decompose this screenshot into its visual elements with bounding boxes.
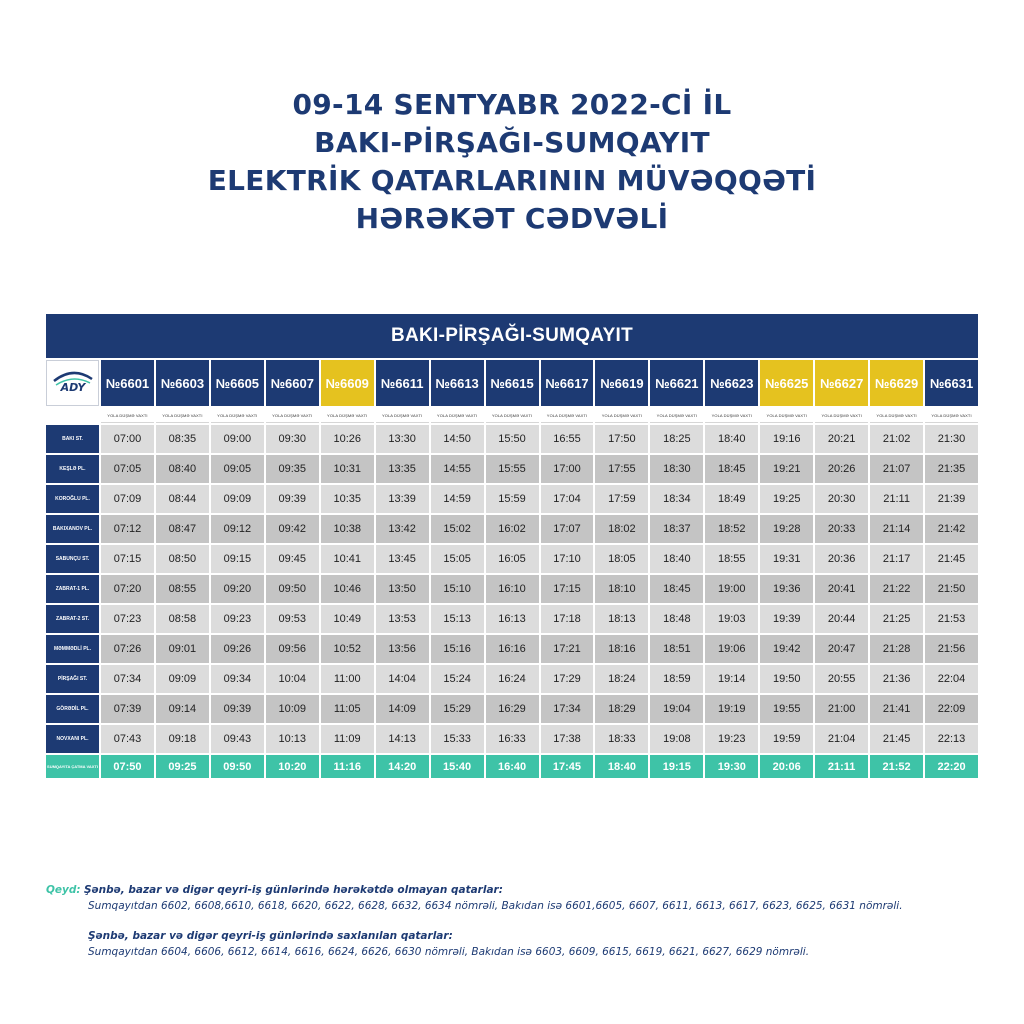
departure-time: 19:04	[650, 695, 703, 723]
departure-time: 10:46	[321, 575, 374, 603]
departure-time: 10:09	[266, 695, 319, 723]
departure-time: 11:09	[321, 725, 374, 753]
train-number: №6619	[595, 360, 648, 406]
departure-label: YOLA DÜŞMƏ VAXTI	[431, 408, 484, 423]
departure-time: 07:15	[101, 545, 154, 573]
departure-label: YOLA DÜŞMƏ VAXTI	[211, 408, 264, 423]
departure-label: YOLA DÜŞMƏ VAXTI	[650, 408, 703, 423]
departure-time: 09:39	[266, 485, 319, 513]
station-name: PİRŞAĞI ST.	[46, 665, 99, 693]
departure-time: 09:15	[211, 545, 264, 573]
ady-logo	[50, 368, 96, 394]
departure-time: 16:05	[486, 545, 539, 573]
train-number: №6603	[156, 360, 209, 406]
departure-time: 14:13	[376, 725, 429, 753]
departure-time: 17:55	[595, 455, 648, 483]
departure-time: 20:30	[815, 485, 868, 513]
title-line-1: 09-14 SENTYABR 2022-Cİ İL	[292, 88, 732, 121]
departure-time: 18:29	[595, 695, 648, 723]
departure-time: 10:49	[321, 605, 374, 633]
arrival-time: 17:45	[541, 755, 594, 778]
departure-time: 19:21	[760, 455, 813, 483]
departure-time: 08:35	[156, 425, 209, 453]
arrival-time: 11:16	[321, 755, 374, 778]
departure-time: 09:09	[156, 665, 209, 693]
departure-time: 10:38	[321, 515, 374, 543]
departure-time: 18:45	[650, 575, 703, 603]
departure-time: 15:13	[431, 605, 484, 633]
departure-time: 11:05	[321, 695, 374, 723]
departure-label: YOLA DÜŞMƏ VAXTI	[266, 408, 319, 423]
departure-time: 21:45	[925, 545, 978, 573]
timetable	[46, 314, 978, 780]
station-name: ZABRAT-1 PL.	[46, 575, 99, 603]
logo-text: ADY	[60, 380, 85, 394]
departure-time: 18:25	[650, 425, 703, 453]
station-name: SABUNÇU ST.	[46, 545, 99, 573]
departure-time: 21:17	[870, 545, 923, 573]
departure-label: YOLA DÜŞMƏ VAXTI	[541, 408, 594, 423]
arrival-time: 14:20	[376, 755, 429, 778]
departure-time: 15:02	[431, 515, 484, 543]
train-number: №6623	[705, 360, 758, 406]
departure-time: 08:40	[156, 455, 209, 483]
departure-time: 08:55	[156, 575, 209, 603]
station-row	[46, 695, 978, 723]
departure-time: 13:56	[376, 635, 429, 663]
departure-time: 21:53	[925, 605, 978, 633]
departure-time: 14:55	[431, 455, 484, 483]
departure-time: 18:33	[595, 725, 648, 753]
departure-time: 08:47	[156, 515, 209, 543]
station-row	[46, 725, 978, 753]
departure-time: 15:29	[431, 695, 484, 723]
arrival-time: 18:40	[595, 755, 648, 778]
departure-time: 16:55	[541, 425, 594, 453]
departure-time: 09:12	[211, 515, 264, 543]
departure-time: 18:34	[650, 485, 703, 513]
departure-label: YOLA DÜŞMƏ VAXTI	[101, 408, 154, 423]
departure-label: YOLA DÜŞMƏ VAXTI	[486, 408, 539, 423]
departure-label: YOLA DÜŞMƏ VAXTI	[595, 408, 648, 423]
station-row	[46, 605, 978, 633]
departure-time: 08:44	[156, 485, 209, 513]
departure-time: 17:10	[541, 545, 594, 573]
departure-time: 09:35	[266, 455, 319, 483]
departure-time: 14:50	[431, 425, 484, 453]
departure-time: 21:45	[870, 725, 923, 753]
departure-time: 20:36	[815, 545, 868, 573]
departure-time: 20:21	[815, 425, 868, 453]
departure-time: 13:35	[376, 455, 429, 483]
departure-time: 18:30	[650, 455, 703, 483]
departure-time: 18:40	[705, 425, 758, 453]
train-number: №6609	[321, 360, 374, 406]
departure-time: 19:50	[760, 665, 813, 693]
departure-time: 20:47	[815, 635, 868, 663]
departure-time: 21:28	[870, 635, 923, 663]
station-name: BAKIXANOV PL.	[46, 515, 99, 543]
departure-time: 16:24	[486, 665, 539, 693]
departure-time: 09:26	[211, 635, 264, 663]
station-name: KEŞLƏ PL.	[46, 455, 99, 483]
departure-time: 17:34	[541, 695, 594, 723]
train-number: №6629	[870, 360, 923, 406]
station-name: MƏMMƏDLİ PL.	[46, 635, 99, 663]
arrival-label: SUMQAYITA ÇATMA VAXTI	[46, 755, 99, 778]
departure-time: 10:26	[321, 425, 374, 453]
departure-time: 18:52	[705, 515, 758, 543]
arrival-time: 19:15	[650, 755, 703, 778]
station-row	[46, 425, 978, 453]
departure-time: 16:13	[486, 605, 539, 633]
departure-time: 16:29	[486, 695, 539, 723]
departure-time: 21:14	[870, 515, 923, 543]
arrival-time: 09:50	[211, 755, 264, 778]
departure-time: 18:10	[595, 575, 648, 603]
station-name: ZABRAT-2 ST.	[46, 605, 99, 633]
departure-time: 19:14	[705, 665, 758, 693]
departure-time: 09:39	[211, 695, 264, 723]
station-name: BAKI ST.	[46, 425, 99, 453]
departure-time: 13:39	[376, 485, 429, 513]
note-text-1: Sumqayıtdan 6602, 6608,6610, 6618, 6620, 6622, 6628, 6632, 6634 nömrəli, Bakıdan isə 6601,6605, 6607, 6611, 6613, 6617, 6623, 6625, 6631 nömrəli.	[88, 900, 903, 912]
departure-time: 17:29	[541, 665, 594, 693]
departure-time: 21:36	[870, 665, 923, 693]
departure-time: 19:42	[760, 635, 813, 663]
departure-time: 16:10	[486, 575, 539, 603]
departure-time: 22:09	[925, 695, 978, 723]
departure-time: 09:45	[266, 545, 319, 573]
departure-time: 10:04	[266, 665, 319, 693]
train-number: №6613	[431, 360, 484, 406]
departure-time: 09:01	[156, 635, 209, 663]
departure-time: 10:52	[321, 635, 374, 663]
departure-time: 22:13	[925, 725, 978, 753]
station-row	[46, 455, 978, 483]
train-number: №6621	[650, 360, 703, 406]
station-row	[46, 665, 978, 693]
departure-time: 17:04	[541, 485, 594, 513]
departure-time: 15:33	[431, 725, 484, 753]
departure-time: 21:39	[925, 485, 978, 513]
departure-time: 14:59	[431, 485, 484, 513]
train-number-row	[46, 360, 978, 406]
departure-time: 19:00	[705, 575, 758, 603]
arrival-time: 20:06	[760, 755, 813, 778]
departure-time: 17:18	[541, 605, 594, 633]
departure-time: 20:55	[815, 665, 868, 693]
departure-time: 21:30	[925, 425, 978, 453]
departure-time: 14:04	[376, 665, 429, 693]
departure-time: 17:21	[541, 635, 594, 663]
departure-time: 19:03	[705, 605, 758, 633]
departure-time: 19:31	[760, 545, 813, 573]
arrival-time: 10:20	[266, 755, 319, 778]
station-row	[46, 575, 978, 603]
departure-time: 09:20	[211, 575, 264, 603]
departure-time: 14:09	[376, 695, 429, 723]
departure-time: 21:41	[870, 695, 923, 723]
departure-time: 09:34	[211, 665, 264, 693]
departure-time: 07:26	[101, 635, 154, 663]
departure-time: 08:58	[156, 605, 209, 633]
departure-time: 19:23	[705, 725, 758, 753]
departure-time: 13:42	[376, 515, 429, 543]
note-line-1	[46, 882, 1006, 898]
station-name: KOROĞLU PL.	[46, 485, 99, 513]
departure-time: 07:23	[101, 605, 154, 633]
departure-time: 19:16	[760, 425, 813, 453]
arrival-time: 21:11	[815, 755, 868, 778]
departure-label: YOLA DÜŞMƏ VAXTI	[321, 408, 374, 423]
departure-time: 21:22	[870, 575, 923, 603]
departure-time: 19:08	[650, 725, 703, 753]
note-label: Qeyd:	[46, 884, 81, 896]
departure-time: 10:41	[321, 545, 374, 573]
departure-time: 21:11	[870, 485, 923, 513]
train-number: №6627	[815, 360, 868, 406]
departure-time: 08:50	[156, 545, 209, 573]
departure-time: 15:16	[431, 635, 484, 663]
departure-time: 18:49	[705, 485, 758, 513]
departure-time: 15:10	[431, 575, 484, 603]
title-line-2: BAKI-PİRŞAĞI-SUMQAYIT	[314, 126, 710, 159]
departure-time: 07:43	[101, 725, 154, 753]
departure-time: 16:02	[486, 515, 539, 543]
departure-time: 20:44	[815, 605, 868, 633]
arrival-time: 07:50	[101, 755, 154, 778]
arrival-time: 19:30	[705, 755, 758, 778]
departure-time: 09:18	[156, 725, 209, 753]
departure-time: 19:39	[760, 605, 813, 633]
departure-time: 18:16	[595, 635, 648, 663]
departure-label: YOLA DÜŞMƏ VAXTI	[815, 408, 868, 423]
arrival-time: 16:40	[486, 755, 539, 778]
departure-time: 17:07	[541, 515, 594, 543]
departure-label: YOLA DÜŞMƏ VAXTI	[156, 408, 209, 423]
train-number: №6615	[486, 360, 539, 406]
train-number: №6617	[541, 360, 594, 406]
train-number: №6631	[925, 360, 978, 406]
departure-time: 07:00	[101, 425, 154, 453]
departure-label: YOLA DÜŞMƏ VAXTI	[705, 408, 758, 423]
departure-time: 18:45	[705, 455, 758, 483]
logo-cell	[46, 360, 99, 406]
departure-time: 20:33	[815, 515, 868, 543]
note-heading-2: Şənbə, bazar və digər qeyri-iş günlərində saxlanılan qatarlar:	[88, 930, 453, 942]
departure-label: YOLA DÜŞMƏ VAXTI	[376, 408, 429, 423]
departure-time: 09:00	[211, 425, 264, 453]
departure-time: 15:05	[431, 545, 484, 573]
departure-time: 07:05	[101, 455, 154, 483]
departure-time: 20:26	[815, 455, 868, 483]
departure-time: 19:25	[760, 485, 813, 513]
departure-time: 09:30	[266, 425, 319, 453]
station-row	[46, 485, 978, 513]
station-name: NOVXANI PL.	[46, 725, 99, 753]
departure-time: 13:50	[376, 575, 429, 603]
route-banner: BAKI-PİRŞAĞI-SUMQAYIT	[46, 314, 978, 358]
departure-time: 21:04	[815, 725, 868, 753]
departure-time: 18:37	[650, 515, 703, 543]
departure-time: 18:48	[650, 605, 703, 633]
departure-time: 18:05	[595, 545, 648, 573]
departure-time: 07:39	[101, 695, 154, 723]
departure-time: 21:56	[925, 635, 978, 663]
departure-label: YOLA DÜŞMƏ VAXTI	[760, 408, 813, 423]
departure-label: YOLA DÜŞMƏ VAXTI	[870, 408, 923, 423]
departure-time: 13:45	[376, 545, 429, 573]
arrival-row	[46, 755, 978, 778]
departure-time: 18:59	[650, 665, 703, 693]
arrival-time: 15:40	[431, 755, 484, 778]
departure-time: 10:35	[321, 485, 374, 513]
departure-time: 19:06	[705, 635, 758, 663]
departure-time: 18:02	[595, 515, 648, 543]
departure-time: 11:00	[321, 665, 374, 693]
train-number: №6605	[211, 360, 264, 406]
departure-time: 21:02	[870, 425, 923, 453]
departure-time: 09:43	[211, 725, 264, 753]
departure-time: 13:30	[376, 425, 429, 453]
departure-time: 21:35	[925, 455, 978, 483]
arrival-time: 21:52	[870, 755, 923, 778]
departure-label-row	[46, 408, 978, 423]
departure-time: 09:05	[211, 455, 264, 483]
station-row	[46, 545, 978, 573]
departure-time: 19:19	[705, 695, 758, 723]
departure-time: 21:07	[870, 455, 923, 483]
departure-time: 19:28	[760, 515, 813, 543]
departure-time: 09:42	[266, 515, 319, 543]
departure-time: 17:38	[541, 725, 594, 753]
note-heading-1: Şənbə, bazar və digər qeyri-iş günlərində hərəkətdə olmayan qatarlar:	[83, 884, 503, 896]
departure-time: 17:50	[595, 425, 648, 453]
page-title	[0, 86, 1024, 238]
departure-time: 09:56	[266, 635, 319, 663]
departure-time: 18:24	[595, 665, 648, 693]
departure-time: 21:25	[870, 605, 923, 633]
departure-time: 18:55	[705, 545, 758, 573]
departure-time: 09:50	[266, 575, 319, 603]
departure-time: 10:13	[266, 725, 319, 753]
departure-time: 07:09	[101, 485, 154, 513]
station-name: GÖRƏDİL PL.	[46, 695, 99, 723]
departure-time: 17:59	[595, 485, 648, 513]
departure-time: 15:50	[486, 425, 539, 453]
arrival-time: 22:20	[925, 755, 978, 778]
departure-time: 22:04	[925, 665, 978, 693]
train-number: №6625	[760, 360, 813, 406]
schedule-table	[44, 358, 980, 780]
departure-time: 21:00	[815, 695, 868, 723]
departure-time: 18:40	[650, 545, 703, 573]
departure-time: 18:13	[595, 605, 648, 633]
departure-time: 09:23	[211, 605, 264, 633]
title-line-4: HƏRƏKƏT CƏDVƏLİ	[355, 202, 669, 235]
train-number: №6601	[101, 360, 154, 406]
departure-time: 07:12	[101, 515, 154, 543]
departure-time: 18:51	[650, 635, 703, 663]
departure-time: 20:41	[815, 575, 868, 603]
note-text-2: Sumqayıtdan 6604, 6606, 6612, 6614, 6616, 6624, 6626, 6630 nömrəli, Bakıdan isə 6603, 6609, 6615, 6619, 6621, 6627, 6629 nömrəli.	[88, 946, 810, 958]
departure-time: 19:59	[760, 725, 813, 753]
departure-time: 15:24	[431, 665, 484, 693]
station-row	[46, 635, 978, 663]
departure-time: 17:15	[541, 575, 594, 603]
departure-time: 16:33	[486, 725, 539, 753]
departure-time: 16:16	[486, 635, 539, 663]
departure-time: 09:14	[156, 695, 209, 723]
departure-time: 09:09	[211, 485, 264, 513]
departure-time: 17:00	[541, 455, 594, 483]
departure-time: 21:42	[925, 515, 978, 543]
departure-time: 07:20	[101, 575, 154, 603]
departure-time: 07:34	[101, 665, 154, 693]
title-line-3: ELEKTRİK QATARLARININ MÜVƏQQƏTİ	[207, 164, 817, 197]
departure-label: YOLA DÜŞMƏ VAXTI	[925, 408, 978, 423]
departure-time: 19:36	[760, 575, 813, 603]
departure-time: 10:31	[321, 455, 374, 483]
departure-time: 21:50	[925, 575, 978, 603]
station-row	[46, 515, 978, 543]
departure-time: 13:53	[376, 605, 429, 633]
train-number: №6611	[376, 360, 429, 406]
departure-time: 09:53	[266, 605, 319, 633]
train-number: №6607	[266, 360, 319, 406]
departure-time: 15:55	[486, 455, 539, 483]
notes	[46, 882, 1006, 960]
departure-time: 15:59	[486, 485, 539, 513]
arrival-time: 09:25	[156, 755, 209, 778]
departure-time: 19:55	[760, 695, 813, 723]
